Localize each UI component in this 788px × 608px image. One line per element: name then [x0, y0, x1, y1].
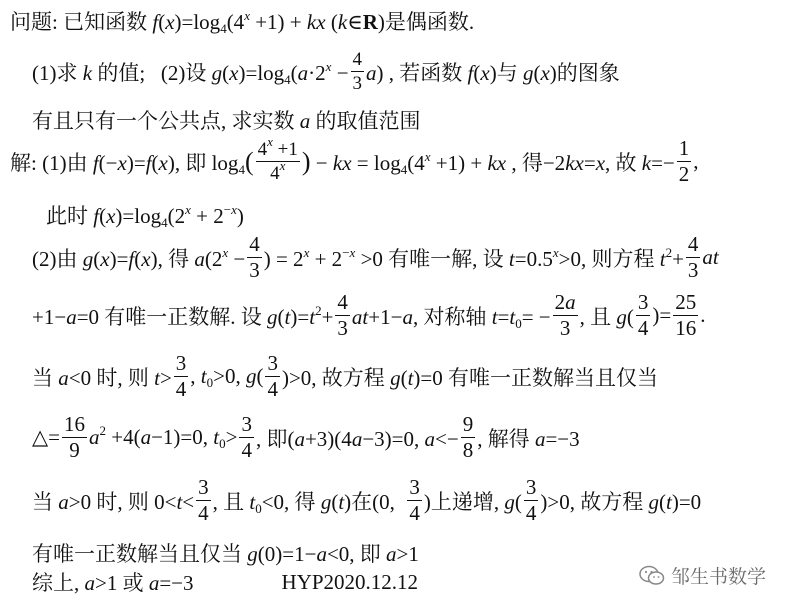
solution-conclusion: 综上, a>1 或 a=−3 HYP2020.12.12 [32, 569, 419, 595]
problem-question-cont: 有且只有一个公共点, 求实数 a 的取值范围 [32, 109, 421, 133]
problem-question: (1)求 k 的值; (2)设 $g(x)=\log_4(a\cdot 2^x$ − $\frac{4}{3}$ a) , 若函数 f(x)与 g(x)的图象 [32, 49, 620, 94]
solution-part2-b: +1−a=0 有唯一正数解. 设 $g(t)=t^2+$ $\frac{4}{3}$ at+1−a, 对称轴 $t=t_0=$ − $\frac{2a}{3}$ , 且 g( $\frac{3}{4}$ )= $\frac{25}{16}$ . [32, 290, 706, 340]
solution-part2-c: 当 a<0 时, 则 t> $\frac{3}{4}$ , $t_0>0$, g( $\frac{3}{4}$ )>0, 故方程 g(t)=0 有唯一正数解当且仅当 [32, 351, 658, 401]
problem-title: 问题: 已知函数 $f(x)=\log_4(4^x +1)$ + kx (k∈R)是偶函数. [10, 8, 475, 36]
solution-part1-cont: 此时 $f(x)=\log_4(2^x + 2^{-x})$ [46, 202, 244, 230]
signature: HYP2020.12.12 [281, 569, 419, 594]
solution-part2-d: △= $\frac{16}{9}$ $a^2 +4(a-1)=0$, $t_0>$ $\frac{3}{4}$ , 即(a+3)(4a−3)=0, a<− $\frac{9}{8}$ , 解得 a=−3 [32, 412, 580, 462]
watermark-text: 邹生书数学 [670, 566, 766, 588]
solution-part1: 解: (1)由 f(−x)=f(x), 即 $\log_4$ ( $\frac{4^x +1}{4^x}$ ) − kx = $\log_4(4^x +1)$ + kx , 得−2kx=x, 故 k=− $\frac{1}{2}$ , [10, 134, 699, 186]
wechat-icon [639, 565, 665, 587]
solution-part2-e: 当 a>0 时, 则 0<t< $\frac{3}{4}$ , 且 $t_0<0$, 得 g(t)在(0, $\frac{3}{4}$ )上递增, g( $\frac{3}{4}$ )>0, 故方程 g(t)=0 [32, 475, 702, 525]
solution-part2-f: 有唯一正数解当且仅当 g(0)=1−a<0, 即 a>1 [32, 542, 419, 566]
watermark [639, 562, 766, 589]
solution-part2: (2)由 g(x)=f(x), 得 $a(2^x$ − $\frac{4}{3}$ ) = $2^x + 2^{-x} >0$ 有唯一解, 设 $t=0.5^x>0$, 则方程 $t^2+$ $\frac{4}{3}$ at [32, 232, 719, 282]
